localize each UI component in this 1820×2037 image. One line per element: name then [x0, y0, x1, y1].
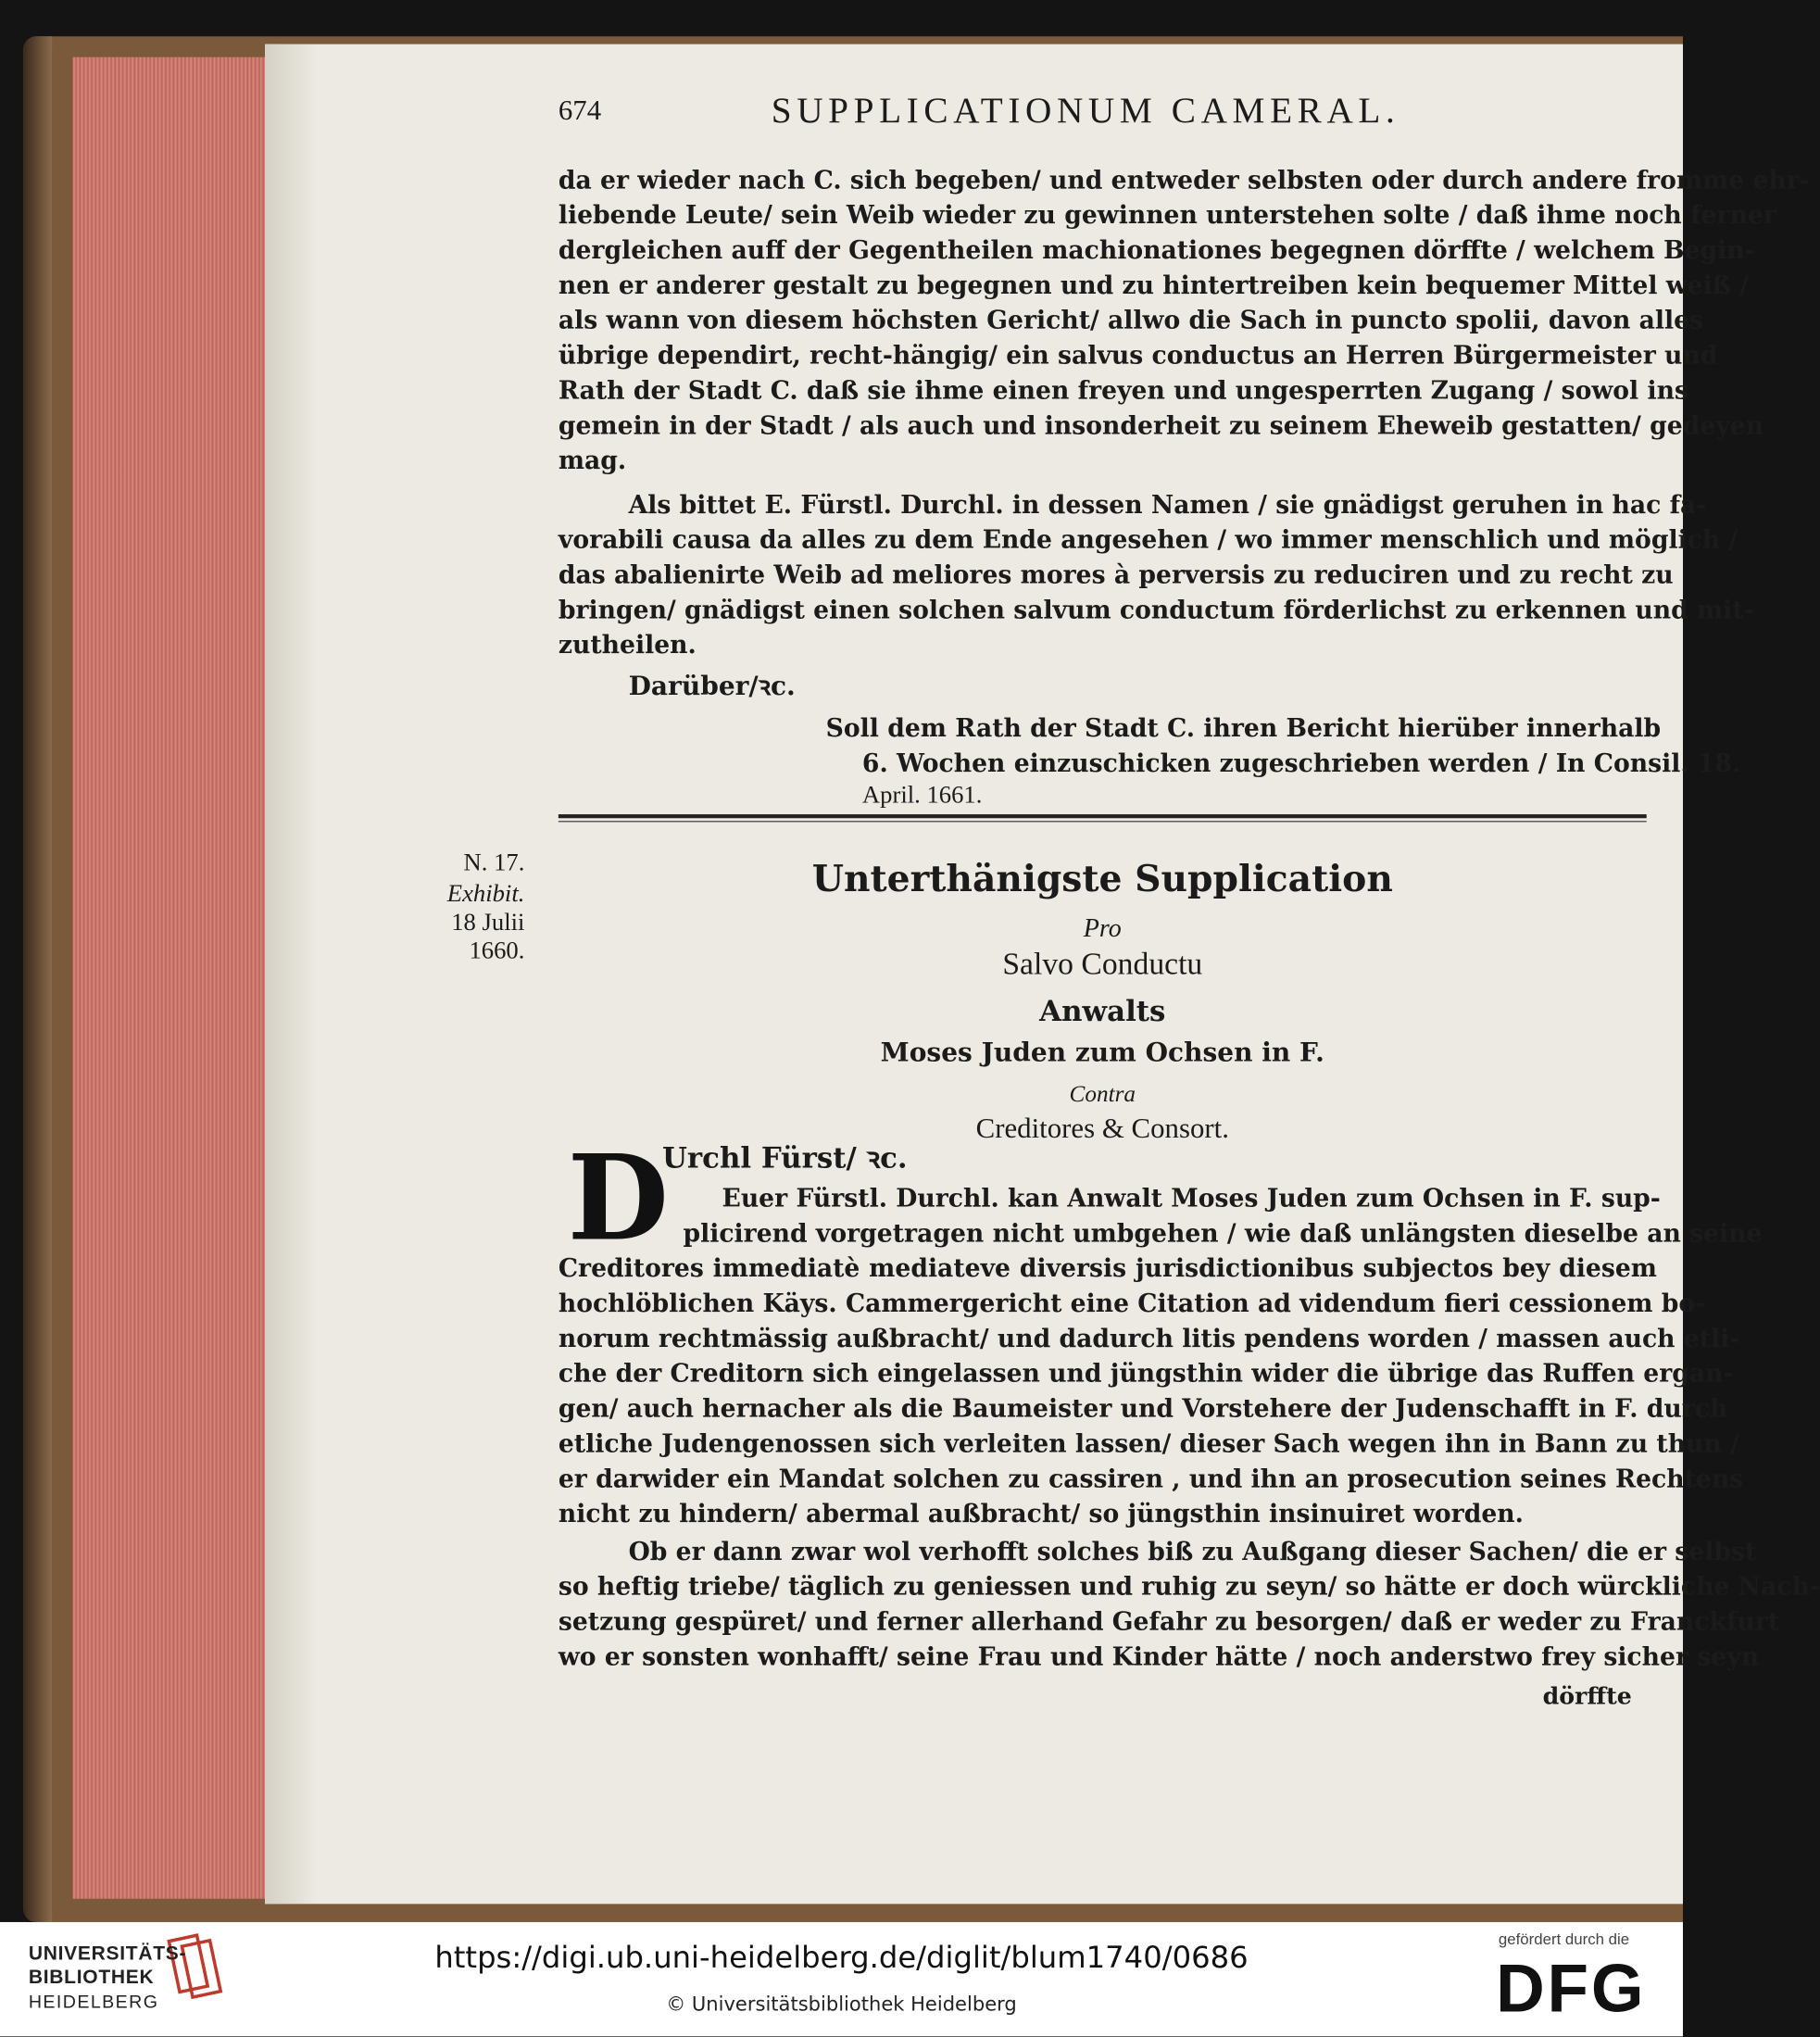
text-line: Als bittet E. Fürstl. Durchl. in dessen Namen / sie gnädigst geruhen in hac fa-	[628, 490, 1707, 520]
text-line: übrige dependirt, recht-hängig/ ein salvus conductus an Herren Bürgermeister und	[558, 341, 1718, 371]
funder-logo: DFG	[1496, 1952, 1647, 2028]
catchword: dörffte	[1542, 1682, 1632, 1711]
text-line: che der Creditorn sich eingelassen und jüngsthin wider die übrige das Ruffen ergan-	[558, 1359, 1734, 1389]
book-spine	[23, 36, 52, 1922]
text-line: das abalienirte Weib ad meliores mores à perversis zu reduciren und zu recht zu	[558, 560, 1674, 590]
page-number: 674	[558, 93, 602, 126]
text-line: etliche Judengenossen sich verleiten lassen/ dieser Sach wegen ihn in Bann zu thun /	[558, 1429, 1739, 1459]
title-party: Moses Juden zum Ochsen in F.	[880, 1036, 1324, 1068]
text-line: plicirend vorgetragen nicht umbgehen / wie daß unlängsten dieselbe an seine	[683, 1219, 1763, 1249]
decree-line: April. 1661.	[861, 782, 983, 810]
margin-note-number: N. 17.	[463, 849, 525, 877]
text-line: als wann von diesem höchsten Gericht/ allwo die Sach in puncto spolii, davon alles	[558, 306, 1704, 335]
margin-note-exhibit: Exhibit.	[446, 880, 525, 908]
text-line: gen/ auch hernacher als die Baumeister und Vorstehere der Judenschafft in F. durch	[558, 1394, 1728, 1424]
text-line: wo er sonsten wonhafft/ seine Frau und Kinder hätte / noch anderstwo frey sicher seyn	[558, 1642, 1760, 1672]
title-creditors: Creditores & Consort.	[975, 1112, 1229, 1145]
text-line: bringen/ gnädigst einen solchen salvum conductum förderlichst zu erkennen und mit-	[558, 596, 1754, 625]
text-line: Ob er dann zwar wol verhofft solches biß zu Außgang dieser Sachen/ die er selbst	[628, 1537, 1757, 1566]
text-line: Rath der Stadt C. daß sie ihme einen freyen und ungesperrten Zugang / sowol ins	[558, 376, 1688, 406]
title-contra: Contra	[1069, 1080, 1136, 1107]
text-line: vorabili causa da alles zu dem Ende angesehen / wo immer menschlich und möglich /	[558, 525, 1738, 555]
closing-formula: Darüber/ꝛc.	[628, 670, 796, 702]
library-name-line2: BIBLIOTHEK	[28, 1966, 155, 1989]
section-rule	[559, 814, 1647, 818]
text-line: liebende Leute/ sein Weib wieder zu gewinnen unterstehen solte / daß ihme noch ferner	[558, 201, 1776, 231]
text-line: mag.	[558, 446, 627, 476]
text-line: hochlöblichen Käys. Cammergericht eine Citation ad videndum fieri cessionem bo-	[558, 1289, 1706, 1319]
text-line: nicht zu hindern/ abermal außbracht/ so jüngsthin insinuiret worden.	[558, 1500, 1524, 1529]
text-line: so heftig triebe/ täglich zu geniessen und ruhig zu seyn/ so hätte er doch würckliche Nach-	[558, 1572, 1820, 1602]
running-title: SUPPLICATIONUM CAMERAL.	[771, 91, 1400, 132]
title-salvo-conductu: Salvo Conductu	[1002, 948, 1203, 982]
page-edges	[73, 57, 268, 1899]
title-pro: Pro	[1083, 914, 1122, 943]
funder-note: gefördert durch die	[1498, 1930, 1630, 1948]
salutation: Urchl Fürst/ ꝛc.	[662, 1141, 908, 1176]
text-line: nen er anderer gestalt zu begegnen und zu hintertreiben kein bequemer Mittel weiß /	[558, 271, 1749, 300]
text-line: dergleichen auff der Gegentheilen machionationes begegnen dörffte / welchem Begin-	[558, 236, 1755, 266]
text-line: Euer Fürstl. Durchl. kan Anwalt Moses Juden zum Ochsen in F. sup-	[722, 1184, 1661, 1213]
library-name-line3: HEIDELBERG	[28, 1991, 159, 2012]
copyright-notice: © Universitätsbibliothek Heidelberg	[666, 1992, 1017, 2016]
text-line: Creditores immediatè mediateve diversis jurisdictionibus subjectos bey diesem	[558, 1254, 1657, 1284]
margin-note-year: 1660.	[469, 937, 525, 965]
text-line: zutheilen.	[558, 631, 697, 660]
title-anwalts: Anwalts	[1039, 994, 1166, 1029]
margin-note-date: 18 Julii	[451, 909, 525, 937]
decree-line: Soll dem Rath der Stadt C. ihren Bericht hierüber innerhalb	[825, 714, 1662, 743]
petition-title: Unterthänigste Supplication	[811, 857, 1393, 900]
text-line: er darwider ein Mandat solchen zu cassiren , und ihn an prosecution seines Rechtens	[558, 1465, 1744, 1494]
drop-cap-initial: D	[567, 1129, 670, 1268]
text-line: norum rechtmässig außbracht/ und dadurch litis pendens worden / massen auch etli-	[558, 1325, 1740, 1353]
decree-line: 6. Wochen einzuschicken zugeschrieben werden / In Consil. 18.	[861, 748, 1741, 778]
library-name-line1: UNIVERSITÄTS-	[28, 1943, 187, 1966]
text-line: gemein in der Stadt / als auch und insonderheit zu seinem Eheweib gestatten/ gedeyen	[558, 411, 1764, 441]
text-line: da er wieder nach C. sich begeben/ und entweder selbsten oder durch andere fromme ehr-	[558, 166, 1810, 195]
permalink-url[interactable]: https://digi.ub.uni-heidelberg.de/diglit/blum1740/0686	[434, 1941, 1249, 1976]
text-line: setzung gespüret/ und ferner allerhand Gefahr zu besorgen/ daß er weder zu Franckfurt	[558, 1607, 1780, 1637]
section-rule-thin	[559, 821, 1647, 822]
viewer-footer	[0, 1922, 1683, 2036]
